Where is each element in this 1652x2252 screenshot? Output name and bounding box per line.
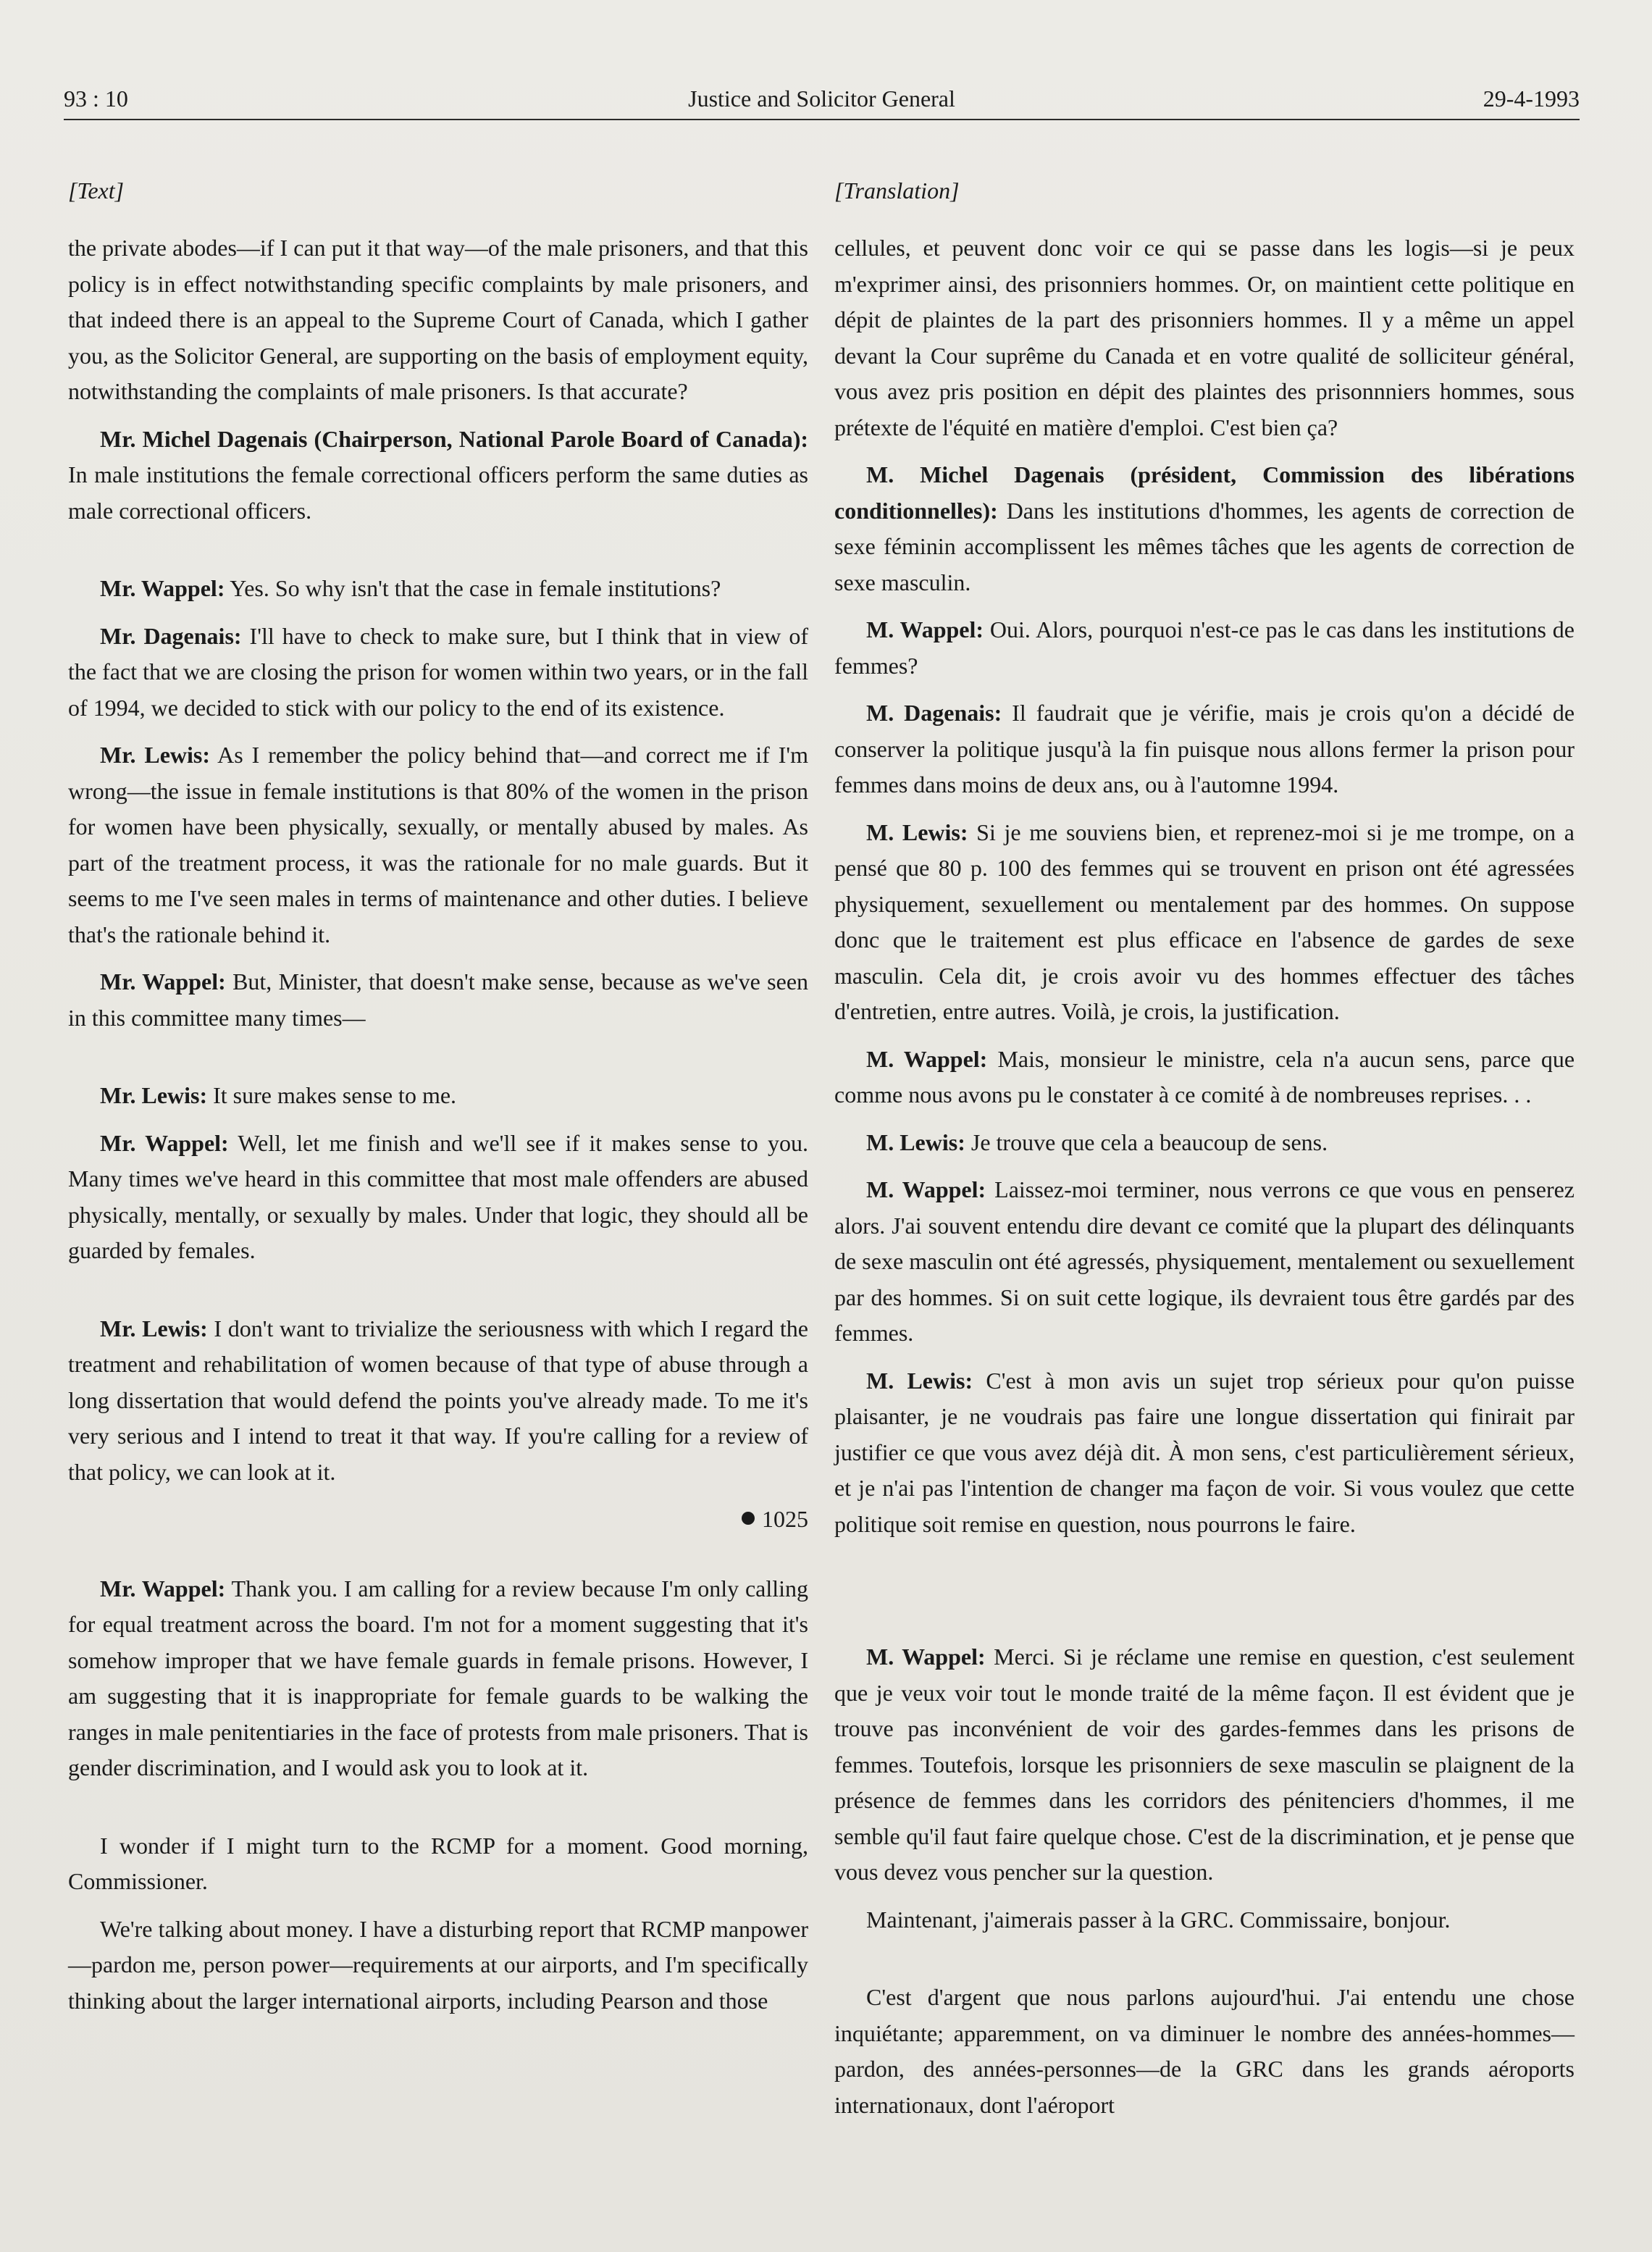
paragraph: Maintenant, j'aimerais passer à la GRC. Commissaire, bonjour.	[866, 1906, 1451, 1933]
bullet-icon	[742, 1512, 755, 1525]
paragraph: Mr. Wappel: Thank you. I am calling for a review because I'm only calling for equal treatment across the board. I'm not for a moment suggesting that it's somehow improper that we have female guards in female prisons. However, I am suggesting that it is inappropriate for female guards to be walking the ranges in male penitentiaries in the face of protests from male prisoners. That is gender discrimination, and I would ask you to look at it.	[68, 1575, 809, 1780]
speaker-name: M. Lewis:	[866, 1129, 965, 1155]
speaker-name: M. Dagenais:	[866, 700, 1002, 726]
paragraph: M. Dagenais: Il faudrait que je vérifie, mais je crois qu'on a décidé de conserver la politique jusqu'à la fin puisque nous allons fermer la prison pour femmes dans moins de deux ans, ou à l'automne 1994.	[834, 700, 1575, 798]
column-label-translation: [Translation]	[834, 177, 960, 204]
paragraph: Mr. Lewis: It sure makes sense to me.	[100, 1082, 457, 1108]
speaker-name: M. Lewis:	[866, 819, 968, 845]
paragraph: Mr. Michel Dagenais (Chairperson, National Parole Board of Canada): In male institutions the female correctional officers perform the same duties as male correctional officers.	[68, 425, 808, 524]
paragraph: We're talking about money. I have a disturbing report that RCMP manpower—pardon me, person power—requirements at our airports, and I'm specifically thinking about the larger international airports, including Pearson and those	[68, 1915, 808, 2014]
column-label-text: [Text]	[68, 177, 125, 204]
speaker-name: Mr. Wappel:	[100, 1575, 226, 1602]
paragraph: C'est d'argent que nous parlons aujourd'hui. J'ai entendu une chose inquiétante; apparemment, on va diminuer le nombre des années-hommes—pardon, des années-personnes—de la GRC dans les grands aéroports internationaux, dont l'aéroport	[834, 1984, 1575, 2118]
page-date: 29-4-1993	[1483, 85, 1580, 112]
page-title: Justice and Solicitor General	[688, 85, 955, 112]
paragraph: M. Wappel: Laissez-moi terminer, nous verrons ce que vous en penserez alors. J'ai souvent entendu dire devant ce comité que la plupart des délinquants de sexe masculin ont été agressés, physiquement, mentalement ou sexuellement par des hommes. Si on suit cette logique, ils devraient tous être gardés par des femmes.	[834, 1176, 1575, 1346]
speaker-name: Mr. Lewis:	[100, 1315, 208, 1341]
paragraph: Mr. Lewis: I don't want to trivialize the seriousness with which I regard the treatment and rehabilitation of women because of that type of abuse through a long dissertation that would defend the points you've already made. To me it's very serious and I intend to treat it that way. If you're calling for a review of that policy, we can look at it.	[68, 1315, 808, 1485]
speaker-name: Mr. Wappel:	[100, 1129, 229, 1156]
paragraph: Mr. Wappel: Yes. So why isn't that the case in female institutions?	[100, 575, 721, 601]
english-column	[68, 172, 808, 2030]
page-header	[64, 81, 1580, 120]
speaker-name: M. Wappel:	[866, 1644, 986, 1670]
speaker-name: M. Wappel:	[866, 1045, 988, 1072]
paragraph: the private abodes—if I can put it that way—of the male prisoners, and that this policy is in effect notwithstanding specific complaints by male prisoners, and that indeed there is an appeal to the Supreme Court of Canada, which I gather you, as the Solicitor General, are supporting on the basis of employment equity, notwithstanding the complaints of male prisoners. Is that accurate?	[68, 235, 808, 404]
paragraph: M. Lewis: Si je me souviens bien, et reprenez-moi si je me trompe, on a pensé que 80 p. 100 des femmes qui se trouvent en prison ont été agressées physiquement, sexuellement ou mentalement par des hommes. On suppose donc que le traitement est plus efficace en l'absence de gardes de sexe masculin. Cela dit, je crois avoir vu des hommes effectuer des tâches d'entretien, entre autres. Voilà, je crois, la justification.	[834, 819, 1575, 1024]
speaker-name: Mr. Lewis:	[100, 742, 211, 768]
paragraph: M. Lewis: Je trouve que cela a beaucoup de sens.	[866, 1129, 1328, 1155]
speaker-name: M. Wappel:	[866, 616, 984, 642]
paragraph: Mr. Lewis: As I remember the policy behind that—and correct me if I'm wrong—the issue in female institutions is that 80% of the women in the prison for women have been physically, sexually, or mentally abused by males. As part of the treatment process, it was the rationale for no male guards. But it seems to me I've seen males in terms of maintenance and other duties. I believe that's the rationale behind it.	[68, 742, 809, 947]
speaker-name: Mr. Dagenais:	[100, 622, 242, 649]
paragraph: Mr. Dagenais: I'll have to check to make sure, but I think that in view of the fact that we are closing the prison for women within two years, or in the fall of 1994, we decided to stick with our policy to the end of its existence.	[68, 622, 809, 721]
paragraph: I wonder if I might turn to the RCMP for a moment. Good morning, Commissioner.	[68, 1832, 808, 1894]
paragraph: M. Michel Dagenais (président, Commission des libérations conditionnelles): Dans les institutions d'hommes, les agents de correction de sexe féminin accomplissent les mêmes tâches que les agents de correction de sexe masculin.	[834, 461, 1575, 595]
paragraph: cellules, et peuvent donc voir ce qui se passe dans les logis—si je peux m'exprimer ainsi, des prisonniers hommes. Or, on maintient cette politique en dépit de plaintes de la part des prisonniers hommes. Il y a même un appel devant la Cour suprême du Canada et en votre qualité de solliciteur général, vous avez pris position en dépit des plaintes des prisonnniers hommes, sous prétexte de l'équité en matière d'emploi. C'est bien ça?	[834, 235, 1575, 440]
paragraph: M. Wappel: Oui. Alors, pourquoi n'est-ce pas le cas dans les institutions de femmes?	[834, 616, 1575, 679]
speaker-name: Mr. Lewis:	[100, 1082, 208, 1108]
speaker-name: M. Michel Dagenais (président, Commission des libérations conditionnelles):	[834, 461, 1575, 524]
timestamp-marker: 1025	[68, 1502, 808, 1538]
speaker-name: M. Lewis:	[866, 1367, 973, 1394]
paragraph: Mr. Wappel: But, Minister, that doesn't make sense, because as we've seen in this committee many times—	[68, 968, 809, 1031]
speaker-name: Mr. Wappel:	[100, 968, 226, 995]
speaker-name: M. Wappel:	[866, 1176, 986, 1202]
french-column	[834, 172, 1575, 2135]
speaker-name: Mr. Michel Dagenais (Chairperson, National Parole Board of Canada):	[100, 425, 808, 452]
paragraph: M. Lewis: C'est à mon avis un sujet trop sérieux pour qu'on puisse plaisanter, je ne voudrais pas faire une longue dissertation qui finirait par justifier ce que vous avez déjà dit. À mon sens, c'est particulièrement sérieux, et je n'ai pas l'intention de changer ma façon de voir. Si vous voulez que cette politique soit remise en question, nous pourrons le faire.	[834, 1367, 1575, 1537]
page-number: 93 : 10	[64, 85, 128, 112]
paragraph: M. Wappel: Mais, monsieur le ministre, cela n'a aucun sens, parce que comme nous avons pu le constater à ce comité à de nombreuses reprises. . .	[834, 1045, 1575, 1108]
paragraph: Mr. Wappel: Well, let me finish and we'll see if it makes sense to you. Many times we've heard in this committee that most male offenders are abused physically, mentally, or sexually by males. Under that logic, they should all be guarded by females.	[68, 1129, 809, 1263]
speaker-name: Mr. Wappel:	[100, 575, 225, 601]
paragraph: M. Wappel: Merci. Si je réclame une remise en question, c'est seulement que je veux voir tout le monde traité de la même façon. Il est évident que je trouve pas inconvénient de voir des gardes-femmes dans les prisons de femmes. Toutefois, lorsque les prisonniers de sexe masculin se plaignent de la présence de femmes dans les corridors des pénitenciers d'hommes, il me semble qu'il faut faire quelque chose. C'est de la discrimination, et je pense que vous devez vous pencher sur la question.	[834, 1644, 1575, 1885]
